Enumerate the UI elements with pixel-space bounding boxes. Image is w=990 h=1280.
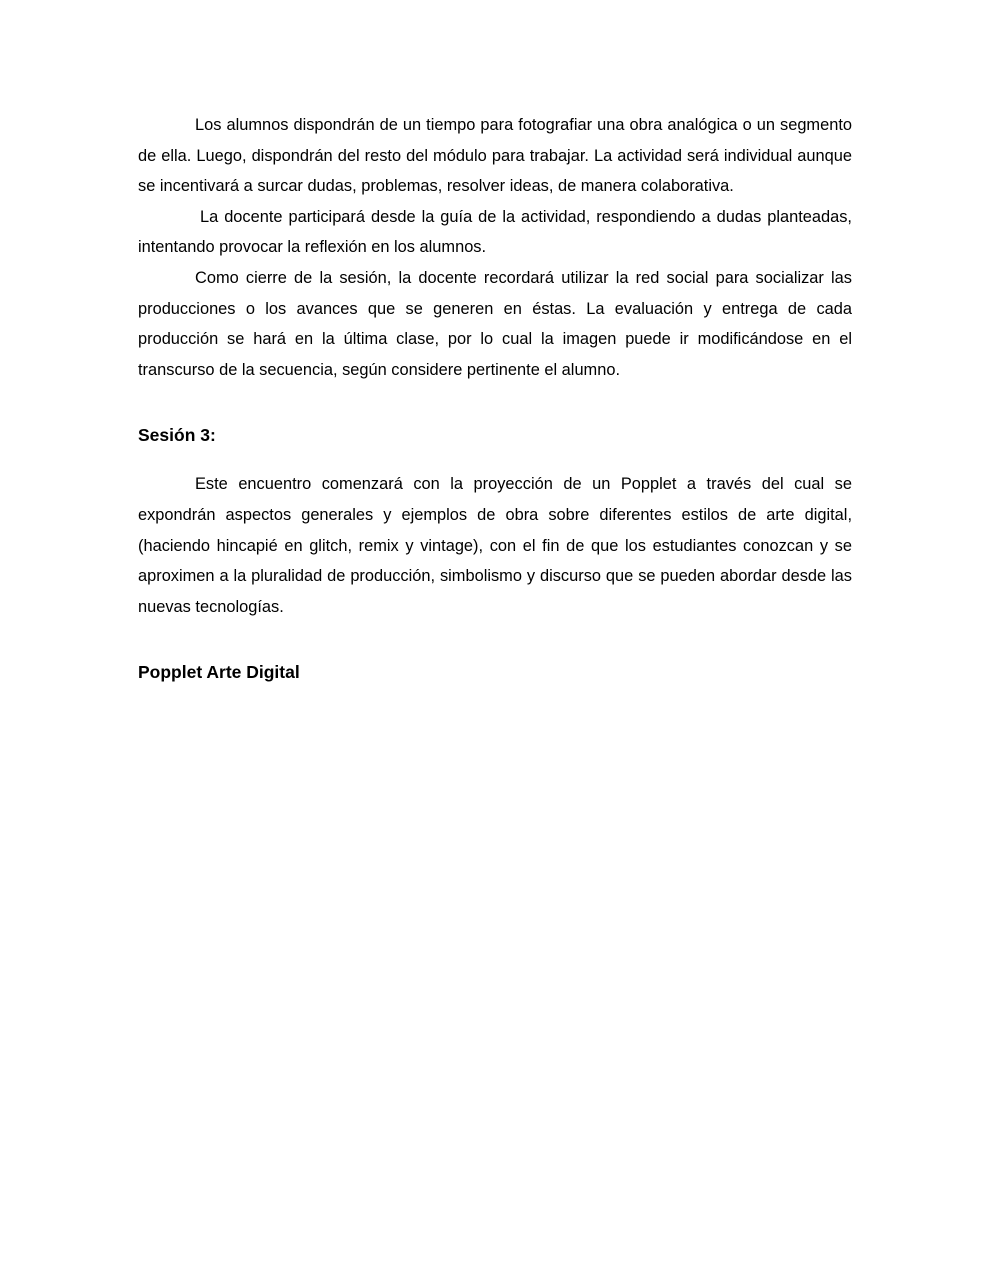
session-3-heading: Sesión 3:	[138, 425, 216, 446]
paragraph-session-closing: Como cierre de la sesión, la docente recordará utilizar la red social para socializar las producciones o los avances que se generen en éstas. La evaluación y entrega de cada producción se hará en la última clase, por lo cual la imagen puede ir modificándose en el transcurso de la secuencia, según considere pertinente el alumno.	[138, 268, 852, 379]
popplet-heading: Popplet Arte Digital	[138, 662, 300, 683]
document-page	[138, 110, 852, 684]
paragraph-teacher-role: La docente participará desde la guía de la actividad, respondiendo a dudas planteadas, intentando provocar la reflexión en los alumnos.	[138, 207, 852, 257]
paragraph-session-3-description: Este encuentro comenzará con la proyección de un Popplet a través del cual se expondrán aspectos generales y ejemplos de obra sobre diferentes estilos de arte digital, (haciendo hincapié en glitch, remix y vintage), con el fin de que los estudiantes conozcan y se aproximen a la pluralidad de producción, simbolismo y discurso que se pueden abordar desde las nuevas tecnologías.	[138, 475, 852, 616]
paragraph-student-activity: Los alumnos dispondrán de un tiempo para fotografiar una obra analógica o un segmento de ella. Luego, dispondrán del resto del módulo para trabajar. La actividad será individual aunque se incentivará a surcar dudas, problemas, resolver ideas, de manera colaborativa.	[138, 116, 852, 196]
